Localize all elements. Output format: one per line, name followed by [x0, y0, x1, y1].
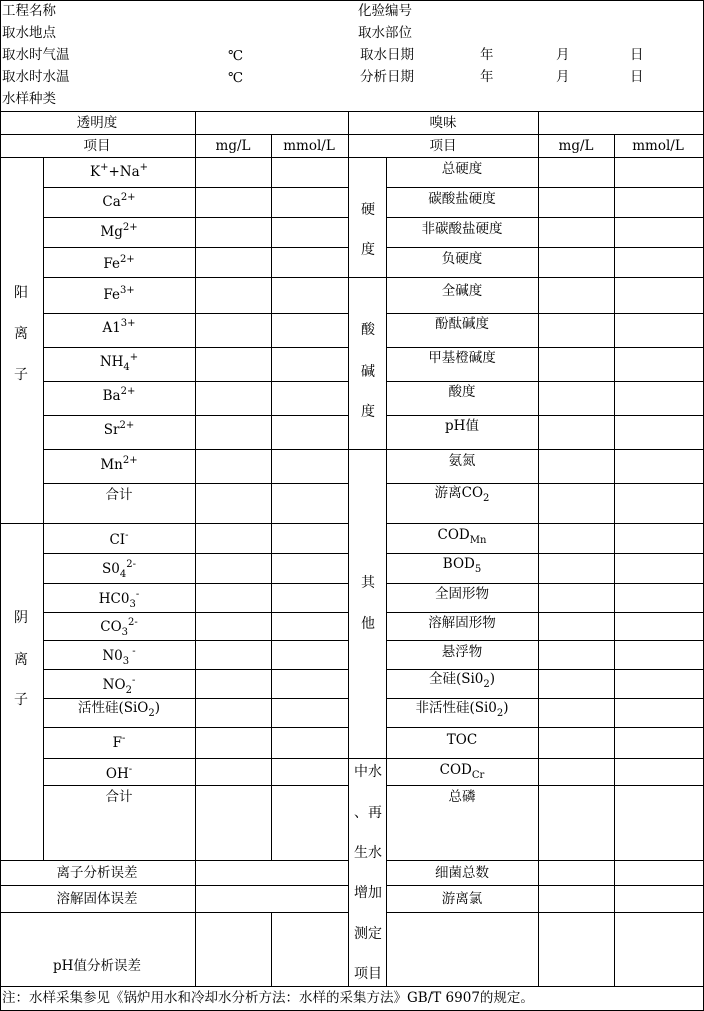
air-temp-label: 取水时气温	[2, 47, 70, 63]
anion-so4: $S0_4^{2-}$	[102, 559, 136, 580]
sampling-date-label: 取水日期	[360, 47, 414, 63]
item-toc: TOC	[446, 732, 478, 748]
item-noncarbonate-hardness: 非碳酸盐硬度	[421, 221, 503, 237]
anion-no2: $NO_2^-$	[102, 675, 136, 696]
analysis-date-label: 分析日期	[360, 69, 414, 85]
item-total-solids: 全固形物	[435, 586, 489, 602]
item-cod-mn: $COD_{Mn}$	[437, 527, 487, 546]
right-item-header: 项目	[429, 138, 457, 154]
sampling-part-label: 取水部位	[358, 25, 412, 41]
item-cod-cr: $COD_{Cr}$	[439, 762, 485, 781]
anion-no3: $N0_3$ -	[102, 646, 136, 667]
item-total-bacteria: 细菌总数	[435, 865, 489, 881]
item-bod5: $BOD_5$	[442, 556, 482, 575]
item-total-hardness: 总硬度	[441, 161, 483, 177]
item-total-alkalinity: 全碱度	[441, 283, 483, 299]
item-suspended-solids: 悬浮物	[441, 644, 483, 660]
water-temp-label: 取水时水温	[2, 69, 70, 85]
cation-nh4: $NH_4^+$	[99, 352, 139, 373]
anion-hco3: $HC0_3^-$	[98, 589, 140, 610]
cation-ba: $Ba^{2+}$	[102, 386, 136, 404]
item-ammonia-nitrogen: 氨氮	[448, 453, 476, 469]
cation-fe3: $Fe^{3+}$	[103, 285, 135, 303]
sampling-site-label: 取水地点	[2, 25, 56, 41]
item-ph: pH值	[445, 418, 479, 434]
anion-f: F-	[112, 733, 126, 751]
item-phenolphthalein-alkalinity: 酚酞碱度	[435, 316, 489, 332]
sampling-day-label: 日	[630, 47, 644, 63]
cation-al: $A1^{3+}$	[102, 318, 136, 336]
odor-label: 嗅味	[429, 115, 457, 131]
left-mg-header: mg/L	[215, 138, 251, 154]
item-free-co2: 游离$CO_2$	[434, 485, 490, 504]
cation-ca: $Ca^{2+}$	[102, 192, 136, 210]
cation-sr: $Sr^{2+}$	[103, 420, 135, 438]
analysis-month-label: 月	[556, 69, 570, 85]
item-inactive-silica: 非活性硅$(Si0_2)$	[415, 700, 509, 719]
anion-oh: OH-	[105, 764, 133, 782]
project-name-label: 工程名称	[2, 3, 56, 19]
air-temp-unit: ℃	[228, 48, 244, 64]
footnote: 注：水样采集参见《锅炉用水和冷却水分析方法：水样的采集方法》GB/T 6907的规定。	[2, 990, 534, 1006]
item-dissolved-solids: 溶解固形物	[428, 615, 496, 631]
sample-type-label: 水样种类	[2, 91, 56, 107]
sampling-year-label: 年	[480, 47, 494, 63]
item-methyl-orange-alkalinity: 甲基橙碱度	[428, 350, 496, 366]
anion-total: 合计	[105, 789, 133, 805]
ion-analysis-error-label: 离子分析误差	[56, 865, 138, 881]
item-free-chlorine: 游离氯	[441, 891, 483, 907]
water-temp-unit: ℃	[228, 70, 244, 86]
ph-analysis-error-label: pH值分析误差	[53, 958, 141, 974]
right-mmol-header: mmol/L	[632, 138, 684, 154]
sample-no-label: 化验编号	[358, 3, 412, 19]
sampling-month-label: 月	[556, 47, 570, 63]
left-item-header: 项目	[83, 138, 111, 154]
cation-mn: $Mn^{2+}$	[100, 455, 138, 473]
analysis-day-label: 日	[630, 69, 644, 85]
left-mmol-header: mmol/L	[283, 138, 335, 154]
water-analysis-form: 工程名称 化验编号 取水地点 取水部位 取水时气温 ℃ 取水日期 年 月 日 取水时水温 ℃ 分析日期 年 月 日 水样种类 透明度 嗅味 项目 mg/L mmol/L 项目 mg/L mmol/L 阳 离 子 阴 离 子 硬 度 酸 碱 度 其 他 中水 、再 生水 增加 测定 项目 K++Na+ $Ca^{2+}$ $Mg^{2+}$ $Fe^{2+}$ $Fe^{3+}$ $A1^{3+}$ $NH_4^+$ $Ba^{2+}$ $Sr^{2+}$ $Mn^{2+}$ 合计 CI- $S0_4^{2-}$ $HC0_3^-$ $CO_3^{2-}$ $N0_3$ - $NO_2^-$ 活性硅(SiO$_2$) F- OH- 合计 总硬度 碳酸盐硬度 非碳酸盐硬度 负硬度 全碱度 酚酞碱度 甲基橙碱度 酸度 pH值 氨氮 游离$CO_2$ $COD_{Mn}$ $BOD_5$ 全固形物 溶解固形物 悬浮物 全硅$(Si0_2)$ 非活性硅$(Si0_2)$ TOC $COD_{Cr}$ 总磷 细菌总数 游离氯 离子分析误差 溶解固体误差 pH值分析误差 注：水样采集参见《锅炉用水和冷却水分析方法：水样的采集方法》GB/T 6907的规定。	[0, 0, 704, 1011]
item-negative-hardness: 负硬度	[441, 251, 483, 267]
anion-active-silica: 活性硅(SiO$_2$)	[77, 700, 161, 719]
transparency-label: 透明度	[76, 115, 118, 131]
analysis-year-label: 年	[480, 69, 494, 85]
dissolved-solids-error-label: 溶解固体误差	[56, 891, 138, 907]
cation-k-na: K++Na+	[89, 162, 149, 180]
anion-co3: $CO_3^{2-}$	[100, 617, 138, 638]
item-total-phosphorus: 总磷	[448, 789, 476, 805]
anion-cl: CI-	[109, 530, 129, 548]
right-mg-header: mg/L	[558, 138, 594, 154]
cation-total: 合计	[105, 487, 133, 503]
item-acidity: 酸度	[448, 384, 476, 400]
cation-mg: $Mg^{2+}$	[100, 222, 138, 240]
item-total-silica: 全硅$(Si0_2)$	[428, 671, 496, 690]
cation-fe2: $Fe^{2+}$	[103, 254, 135, 272]
item-carbonate-hardness: 碳酸盐硬度	[428, 191, 496, 207]
